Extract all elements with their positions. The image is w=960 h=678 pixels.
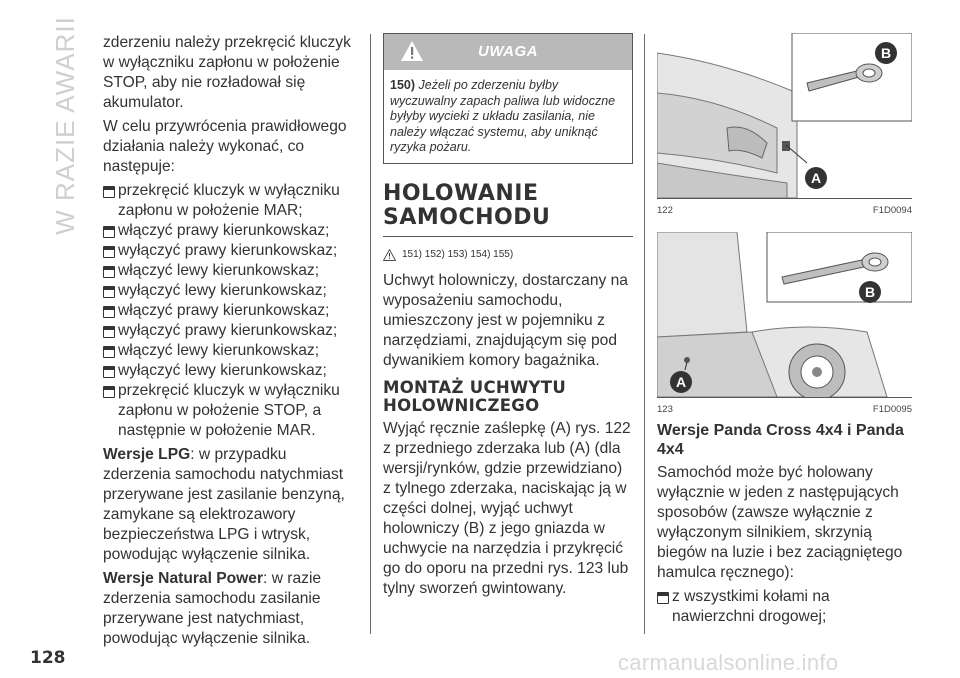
warning-triangle-icon [400, 39, 424, 63]
lpg-label: Wersje LPG [103, 446, 191, 463]
figure-label-a: A [810, 170, 822, 186]
list-item: wyłączyć lewy kierunkowskaz; [103, 281, 358, 301]
list-item: wyłączyć prawy kierunkowskaz; [103, 321, 358, 341]
warning-box [383, 33, 633, 164]
figure-123 [657, 232, 912, 415]
list-item: włączyć lewy kierunkowskaz; [103, 261, 358, 281]
column-3 [657, 33, 912, 627]
paragraph: Samochód może być holowany wyłącznie w jeden z następujących sposobów (zawsze wyłącznie z wyłączonym silnikiem, skrzynią biegów na luzie i bez zaciągniętego hamulca ręcznego): [657, 464, 903, 581]
warning-small-icon [383, 249, 396, 261]
warning-refs [383, 245, 633, 265]
paragraph: W celu przywrócenia prawidłowego działania należy wykonać, co następuje: [103, 118, 347, 175]
figure-number: 122 [657, 205, 673, 216]
figure-code: F1D0095 [872, 404, 912, 415]
page-number: 128 [30, 648, 66, 668]
subheading-line2: HOLOWNICZEGO [383, 395, 540, 415]
warning-body-text: Jeżeli po zderzeniu byłby wyczuwalny zapach paliwa lub widoczne byłyby wycieki z układu zasilania, nie należy włączać systemu, aby uniknąć ryzyka pożaru. [390, 78, 616, 154]
subheading-line1: MONTAŻ UCHWYTU [383, 377, 567, 397]
paragraph: Wyjąć ręcznie zaślepkę (A) rys. 122 z przedniego zderzaka lub (A) (dla wersji/rynków, gdzie przewidziano) z tylnego zderzaka, naciskając ją w części dolnej, wyjąć uchwyt holowniczy (B) z jego gniazda w uchwycie na narzędzia i przykręcić go do oporu na przedni rys. 123 lub tylny sworzeń gwintowany. [383, 419, 631, 597]
figure-label-b: B [864, 284, 876, 300]
warning-number: 150) [390, 78, 416, 92]
warning-ref-numbers: 151) 152) 153) 154) 155) [402, 248, 514, 260]
list-item: wyłączyć lewy kierunkowskaz; [103, 361, 358, 381]
figure-caption [657, 198, 912, 216]
figure-number: 123 [657, 404, 673, 415]
list-item: wyłączyć prawy kierunkowskaz; [103, 241, 358, 261]
warning-title: UWAGA [478, 43, 538, 60]
list-item: włączyć lewy kierunkowskaz; [103, 341, 358, 361]
section-heading-line2: SAMOCHODU [383, 204, 551, 230]
figure-caption [657, 397, 912, 415]
list-item: włączyć prawy kierunkowskaz; [103, 301, 358, 321]
column-divider-1 [370, 34, 371, 634]
warning-text [384, 70, 632, 163]
list-item: przekręcić kluczyk w wyłączniku zapłonu w położenie MAR; [103, 181, 358, 221]
natural-power-paragraph [103, 569, 358, 649]
front-bumper-illustration [657, 33, 912, 198]
section-heading-line1: HOLOWANIE [383, 180, 539, 206]
list-item: włączyć prawy kierunkowskaz; [103, 221, 358, 241]
column-2 [383, 33, 633, 603]
section-side-title-text: W RAZIE AWARII [49, 15, 80, 235]
subheading [383, 379, 633, 415]
rear-bumper-illustration [657, 232, 912, 397]
column-divider-2 [644, 34, 645, 634]
paragraph: Uchwyt holowniczy, dostarczany na wyposażeniu samochodu, umieszczony jest w pojemniku z narzędziami, znajdującym się pod dywanikiem komory bagażnika. [383, 271, 628, 369]
list-item: przekręcić kluczyk w wyłączniku zapłonu w położenie STOP, a następnie w położenie MAR. [103, 381, 358, 441]
lpg-paragraph [103, 445, 358, 565]
figure-code: F1D0094 [872, 205, 912, 216]
watermark: carmanualsonline.info [618, 650, 839, 675]
tow-hook-cap [782, 141, 790, 151]
figure-label-a: A [675, 374, 687, 390]
warning-header [384, 34, 632, 70]
paragraph: zderzeniu należy przekręcić kluczyk w wyłączniku zapłonu w położenie STOP, aby nie rozładował się akumulator. [103, 34, 351, 111]
heading-rule [383, 236, 633, 237]
lpg-text: : w przypadku zderzenia samochodu natychmiast przerywane jest zasilanie benzyną, zamykane są elektrozawory bezpieczeństwa LPG i wtrysk, powodując wyłączenie silnika. [103, 446, 345, 563]
section-heading [383, 182, 633, 230]
figure-122 [657, 33, 912, 216]
section-side-title [49, 15, 80, 235]
column-1 [103, 33, 358, 653]
natural-power-text: : w razie zderzenia samochodu zasilanie przerywane jest natychmiast, powodując wyłączenie silnika. [103, 570, 322, 647]
figure-label-b: B [880, 45, 892, 61]
natural-power-label: Wersje Natural Power [103, 570, 264, 587]
subheading: Wersje Panda Cross 4x4 i Panda 4x4 [657, 422, 904, 458]
list-item: z wszystkimi kołami na nawierzchni drogowej; [657, 587, 912, 627]
